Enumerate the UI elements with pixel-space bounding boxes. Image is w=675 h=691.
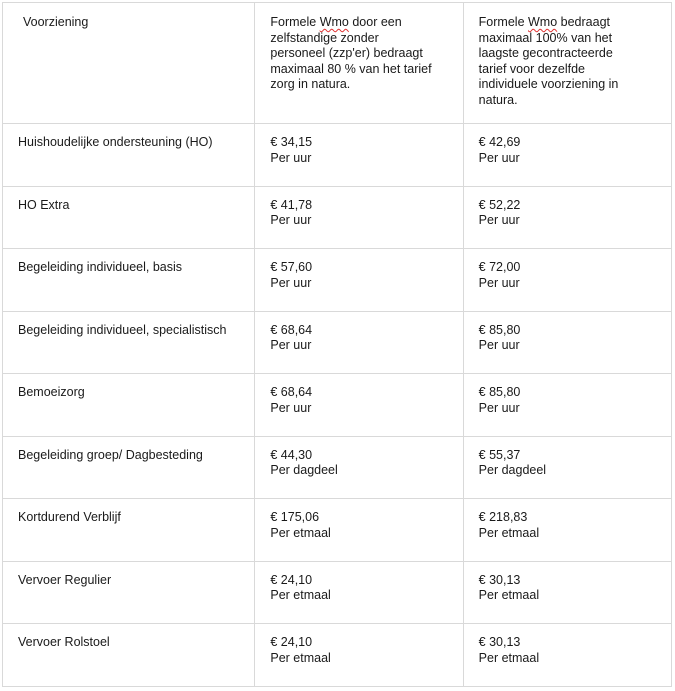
zzp-tariff-cell [255, 374, 463, 437]
zzp-unit: Per uur [270, 338, 312, 353]
zzp-unit: Per uur [270, 275, 312, 290]
max-tariff-cell [463, 249, 671, 312]
header-zzp-fragment: Formele [270, 15, 320, 29]
voorziening-name: Huishoudelijke ondersteuning (HO) [18, 135, 213, 149]
zzp-unit: Per uur [270, 213, 312, 228]
zzp-unit: Per etmaal [270, 650, 331, 665]
zzp-unit: Per uur [270, 400, 312, 415]
table-row [3, 436, 672, 499]
header-max-fragment: individuele voorziening in [478, 77, 619, 92]
zzp-price: € 34,15 [270, 135, 313, 149]
max-unit: Per etmaal [478, 525, 540, 540]
max-price: € 218,83 [478, 510, 528, 524]
zzp-tariff-cell [255, 436, 463, 499]
header-max-line [479, 46, 659, 62]
zzp-price: € 68,64 [270, 385, 313, 399]
voorziening-name: Vervoer Rolstoel [18, 635, 110, 649]
max-price: € 30,13 [478, 572, 521, 587]
max-unit: Per etmaal [478, 588, 540, 603]
table-row [3, 186, 672, 249]
voorziening-name: Begeleiding individueel, specialistisch [18, 322, 227, 337]
voorziening-cell [3, 311, 255, 374]
voorziening-cell [3, 249, 255, 312]
header-max-fragment: Formele [478, 15, 528, 29]
header-zzp-fragment: zelfstandige zonder [270, 30, 379, 45]
max-price: € 85,80 [478, 322, 521, 337]
zzp-tariff-cell [255, 311, 463, 374]
voorziening-cell [3, 374, 255, 437]
voorziening-name: Bemoeizorg [18, 385, 85, 399]
voorziening-name: Vervoer Regulier [18, 572, 112, 587]
max-tariff-cell [463, 436, 671, 499]
header-zzp-text [255, 3, 462, 93]
header-zzp-line [270, 62, 450, 78]
zzp-price: € 24,10 [270, 572, 313, 587]
max-unit: Per uur [478, 275, 520, 290]
voorziening-name: Begeleiding groep/ Dagbesteding [18, 447, 203, 462]
zzp-tariff-cell [255, 561, 463, 624]
max-unit: Per etmaal [478, 650, 540, 665]
tariff-table-body [3, 3, 672, 687]
header-max-line [479, 77, 659, 93]
voorziening-cell [3, 561, 255, 624]
header-max-line [479, 15, 659, 31]
max-tariff-cell [463, 624, 671, 687]
voorziening-cell [3, 186, 255, 249]
max-price: € 52,22 [478, 197, 521, 212]
table-row [3, 249, 672, 312]
max-price: € 55,37 [478, 447, 521, 462]
voorziening-name: Begeleiding individueel, basis [18, 260, 183, 274]
zzp-tariff-cell [255, 624, 463, 687]
max-tariff-cell [463, 124, 671, 187]
header-zzp-fragment: zorg in natura. [270, 77, 351, 92]
header-cell-zzp [255, 3, 463, 124]
zzp-unit: Per uur [270, 150, 312, 165]
zzp-price: € 24,10 [270, 635, 313, 649]
header-max-fragment: maximaal 100% van het [478, 30, 613, 45]
header-max-fragment: natura. [478, 92, 518, 107]
max-price: € 42,69 [478, 135, 521, 149]
header-zzp-line [270, 31, 450, 47]
max-tariff-cell [463, 499, 671, 562]
tariff-table [2, 2, 672, 687]
zzp-price: € 57,60 [270, 260, 313, 274]
zzp-price: € 44,30 [270, 447, 313, 462]
spellcheck-word: Wmo [319, 15, 349, 29]
header-voorziening-label: Voorziening [23, 15, 89, 29]
voorziening-cell [3, 124, 255, 187]
zzp-tariff-cell [255, 499, 463, 562]
zzp-price: € 41,78 [270, 197, 313, 212]
voorziening-name: HO Extra [18, 197, 70, 212]
max-unit: Per uur [478, 338, 520, 353]
max-unit: Per uur [478, 213, 520, 228]
table-row [3, 311, 672, 374]
zzp-price: € 68,64 [270, 322, 313, 337]
zzp-unit: Per etmaal [270, 525, 331, 540]
header-max-line [479, 93, 659, 109]
zzp-unit: Per dagdeel [270, 463, 338, 478]
voorziening-cell [3, 499, 255, 562]
header-zzp-line [270, 15, 450, 31]
max-price: € 85,80 [478, 385, 521, 399]
header-cell-max [463, 3, 671, 124]
zzp-tariff-cell [255, 249, 463, 312]
zzp-unit: Per etmaal [270, 588, 331, 603]
max-unit: Per dagdeel [478, 463, 547, 478]
voorziening-cell [3, 624, 255, 687]
zzp-tariff-cell [255, 124, 463, 187]
header-max-line [479, 62, 659, 78]
max-tariff-cell [463, 311, 671, 374]
max-tariff-cell [463, 186, 671, 249]
header-max-line [479, 31, 659, 47]
max-unit: Per uur [478, 150, 520, 165]
header-zzp-line [270, 77, 450, 93]
header-zzp-fragment: personeel (zzp'er) bedraagt [270, 46, 423, 61]
table-row [3, 561, 672, 624]
header-max-text [464, 3, 671, 109]
table-row [3, 374, 672, 437]
max-tariff-cell [463, 561, 671, 624]
header-zzp-fragment: door een [348, 15, 402, 29]
zzp-price: € 175,06 [270, 510, 320, 524]
max-tariff-cell [463, 374, 671, 437]
header-cell-voorziening [3, 3, 255, 124]
table-row [3, 124, 672, 187]
zzp-tariff-cell [255, 186, 463, 249]
header-zzp-line [270, 46, 450, 62]
max-price: € 30,13 [478, 635, 521, 649]
header-max-fragment: bedraagt [557, 15, 610, 29]
voorziening-cell [3, 436, 255, 499]
header-max-fragment: laagste gecontracteerde [478, 46, 613, 61]
voorziening-name: Kortdurend Verblijf [18, 510, 121, 524]
header-max-fragment: tarief voor dezelfde [478, 61, 585, 76]
table-header-row [3, 3, 672, 124]
header-zzp-fragment: maximaal 80 % van het tarief [270, 61, 432, 76]
spellcheck-word: Wmo [528, 15, 558, 29]
max-unit: Per uur [478, 400, 520, 415]
table-row [3, 499, 672, 562]
max-price: € 72,00 [478, 260, 521, 274]
table-row [3, 624, 672, 687]
